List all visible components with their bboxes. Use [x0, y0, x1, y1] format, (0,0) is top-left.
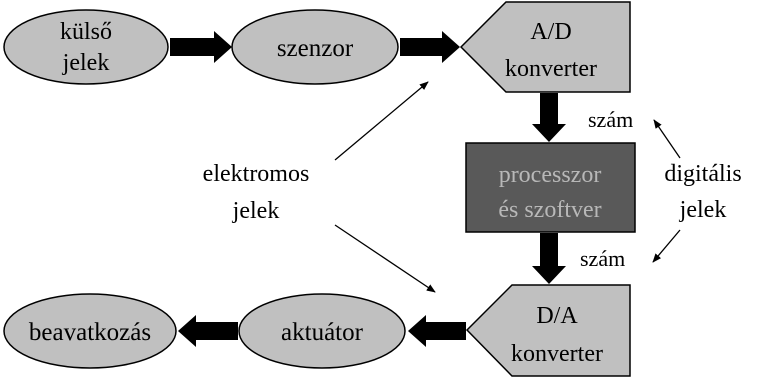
node-szenzor: [232, 10, 398, 84]
kulso-jelek-label-line2: jelek: [62, 50, 110, 76]
ad-converter-label-line1: A/D: [530, 19, 572, 45]
processzor-label-line2: és szoftver: [498, 197, 602, 223]
szam-top-label: szám: [588, 107, 634, 132]
pointer-digitalis-to-szam-top: [654, 120, 680, 158]
pointer-elektromos-to-ad: [335, 82, 428, 160]
pointer-digitalis-to-szam-bottom: [653, 230, 680, 262]
node-kulso-jelek: [4, 10, 168, 84]
elektromos-jelek-label-line1: elektromos: [202, 161, 310, 187]
pointer-elektromos-to-da: [335, 225, 435, 292]
node-processzor: [466, 143, 635, 232]
elektromos-jelek-label-line2: jelek: [232, 198, 280, 224]
node-da-converter: [467, 285, 630, 376]
arrow-kulso-to-szenzor: [170, 31, 232, 63]
arrow-da-to-aktuator: [408, 315, 466, 347]
arrow-szenzor-to-ad: [400, 31, 460, 63]
kulso-jelek-label-line1: külső: [59, 19, 113, 45]
da-converter-label-line2: konverter: [511, 341, 603, 367]
aktuator-label: aktuátor: [281, 319, 363, 346]
ad-converter-label-line2: konverter: [505, 56, 597, 82]
szam-bottom-label: szám: [580, 246, 626, 271]
beavatkozas-label: beavatkozás: [28, 319, 152, 346]
da-converter-label-line1: D/A: [536, 303, 578, 329]
node-beavatkozas: [4, 294, 176, 368]
arrow-processzor-to-da: [532, 233, 566, 284]
digitalis-jelek-label-line1: digitális: [664, 161, 742, 187]
szenzor-label: szenzor: [276, 35, 354, 62]
processzor-label-line1: processzor: [498, 162, 602, 188]
arrow-aktuator-to-beavatkozas: [178, 315, 238, 347]
arrow-ad-to-processzor: [532, 93, 566, 142]
node-ad-converter: [461, 2, 630, 92]
digitalis-jelek-label-line2: jelek: [679, 197, 727, 223]
node-aktuator: [239, 294, 405, 368]
